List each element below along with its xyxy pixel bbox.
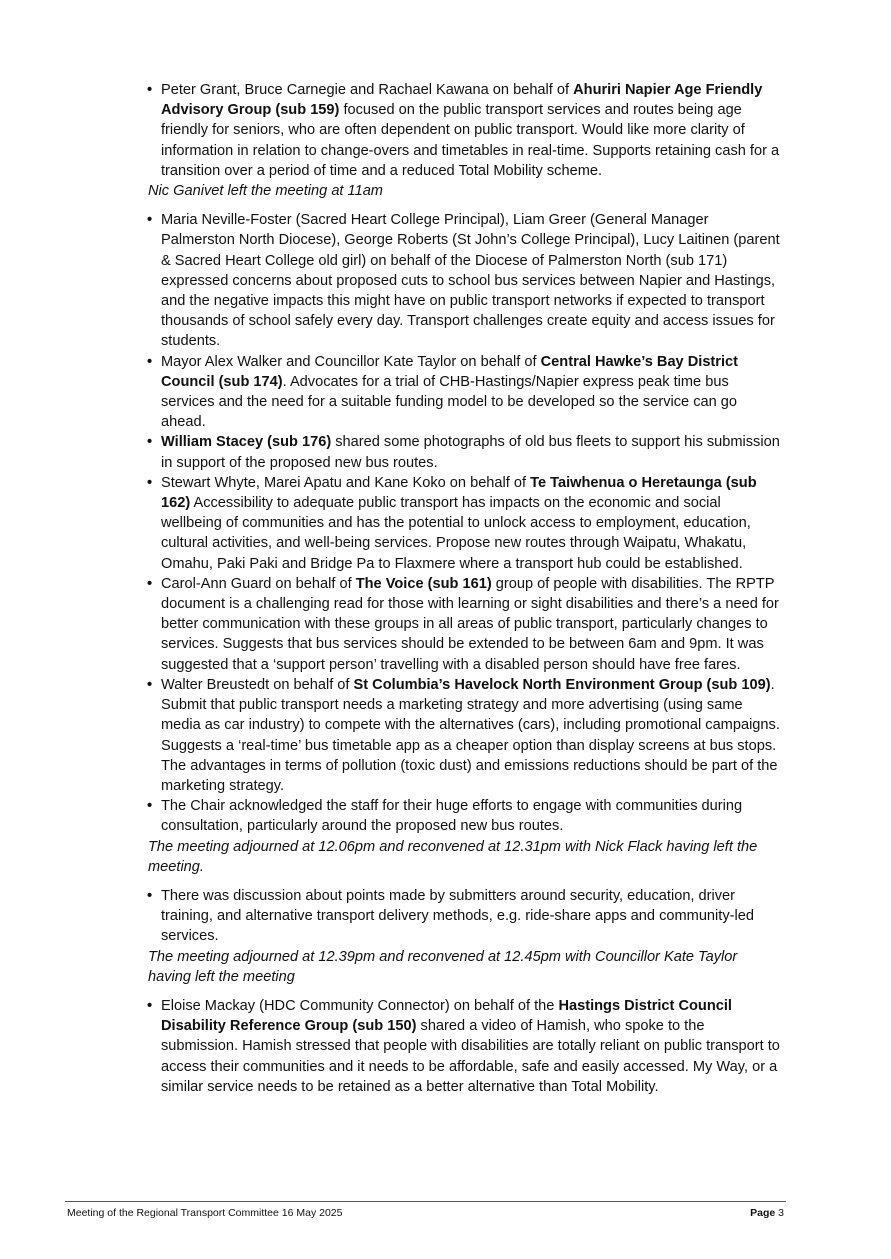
footer-page-number	[750, 1207, 784, 1219]
discussion-list	[146, 886, 782, 947]
list-item	[146, 432, 782, 472]
submitter-list-d	[146, 996, 782, 1097]
submitter-name: Te Taiwhenua o Heretaunga (sub 162)	[161, 474, 757, 512]
footer-page-label: Page	[750, 1207, 776, 1219]
meeting-note-adjourned-1: The meeting adjourned at 12.06pm and reconvened at 12.31pm with Nick Flack having left the meeting.	[148, 838, 758, 875]
item-text: The Chair acknowledged the staff for their huge efforts to engage with communities during consultation, particularly around the proposed new bus routes.	[161, 798, 743, 835]
item-text: shared a video of Hamish, who spoke to the submission. Hamish stressed that people with disabilities are totally reliant on public transport to access their communities and it needs to be affordable, safe and easily accessed. My Way, or a similar service needs to be retained as a better alternative than Total Mobility.	[161, 1018, 780, 1095]
submitter-name: St Columbia’s Havelock North Environment Group (sub 109)	[353, 676, 771, 693]
submitter-name: Ahuriri Napier Age Friendly Advisory Group (sub 159)	[161, 82, 763, 119]
list-item	[146, 352, 782, 433]
item-text: Walter Breustedt on behalf of	[161, 676, 354, 693]
item-text: Stewart Whyte, Marei Apatu and Kane Koko on behalf of	[161, 474, 531, 491]
item-text: . Submit that public transport needs a marketing strategy and more advertising (using same media as car industry) to compete with the alternatives (cars), including promotional campaigns. Suggests a ‘real-time’ bus timetable app as a cheaper option than display screens at bus stops. The advantages in terms of pollution (toxic dust) and emissions reductions should be part of the marketing strategy.	[161, 676, 780, 794]
list-item	[146, 886, 782, 947]
list-item	[146, 210, 782, 351]
item-text: Accessibility to adequate public transport has impacts on the economic and social wellbeing of communities and has the potential to unlock access to employment, education, cultural activities, and well-being services. Propose new routes through Waipatu, Whakatu, Omahu, Paki Paki and Bridge Pa to Flaxmere where a transport hub could be established.	[161, 495, 751, 572]
list-item	[146, 80, 782, 181]
item-text: There was discussion about points made by submitters around security, education, driver training, and alternative transport delivery methods, e.g. ride-share apps and community-led services.	[161, 887, 754, 945]
item-text: Mayor Alex Walker and Councillor Kate Taylor on behalf of	[161, 353, 541, 370]
list-item	[146, 574, 782, 675]
item-text: focused on the public transport services and routes being age friendly for seniors, who are often dependent on public transport. Would like more clarity of information in relation to change-overs and timetables in real-time. Supports retaining cash for a transition over a period of time and a reduced Total Mobility scheme.	[161, 102, 780, 179]
page-footer	[65, 1201, 786, 1219]
item-text: Carol-Ann Guard on behalf of	[161, 575, 356, 592]
item-text: . Advocates for a trial of CHB-Hastings/Napier express peak time bus services and the need for a suitable funding model to be developed so the service can go ahead.	[161, 373, 738, 431]
item-text: Peter Grant, Bruce Carnegie and Rachael Kawana on behalf of	[161, 82, 574, 98]
submitter-name: Central Hawke’s Bay District Council (sub 174)	[161, 353, 739, 390]
meeting-note-adjourned-2: The meeting adjourned at 12.39pm and reconvened at 12.45pm with Councillor Kate Taylor having left the meeting	[148, 948, 738, 985]
minutes-body	[146, 80, 782, 1097]
submitter-list-b	[146, 210, 782, 836]
list-item	[146, 473, 782, 574]
list-item	[146, 996, 782, 1097]
submitter-name: Hastings District Council Disability Reference Group (sub 150)	[161, 997, 732, 1035]
list-item	[146, 796, 782, 836]
submitter-name: The Voice (sub 161)	[355, 575, 492, 592]
item-text: shared some photographs of old bus fleets to support his submission in support of the proposed new bus routes.	[161, 434, 780, 471]
item-text: group of people with disabilities. The RPTP document is a challenging read for those with learning or sight disabilities and there’s a need for better communication with these groups in all areas of public transport, particularly changes to services. Suggests that bus services should be extended to be between 6am and 9pm. It was suggested that a ‘support person’ travelling with a disabled person should have free fares.	[161, 575, 779, 673]
submitter-list-a	[146, 80, 782, 181]
footer-meeting-title: Meeting of the Regional Transport Committee 16 May 2025	[67, 1207, 343, 1219]
item-text: Maria Neville-Foster (Sacred Heart College Principal), Liam Greer (General Manager Palmerston North Diocese), George Roberts (St John’s College Principal), Lucy Laitinen (parent & Sacred Heart College old girl) on behalf of the Diocese of Palmerston North (sub 171) expressed concerns about proposed cuts to school bus services between Napier and Hastings, and the negative impacts this might have on public transport networks if expected to transport thousands of school safely every day. Transport challenges create equity and access issues for students.	[161, 212, 780, 350]
submitter-name: William Stacey (sub 176)	[161, 434, 332, 451]
meeting-note-nic-left: Nic Ganivet left the meeting at 11am	[148, 183, 383, 200]
list-item	[146, 675, 782, 796]
item-text: Eloise Mackay (HDC Community Connector) on behalf of the	[161, 997, 559, 1014]
footer-page-value: 3	[778, 1207, 784, 1219]
